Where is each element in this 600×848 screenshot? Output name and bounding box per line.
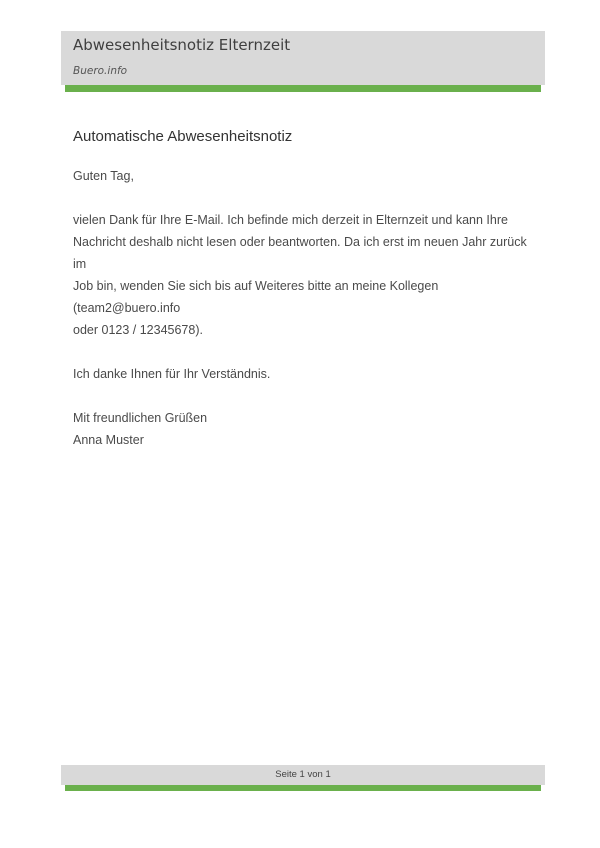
page-footer [61, 765, 545, 785]
header-subtitle: Buero.info [73, 65, 128, 77]
header-accent-bar [65, 85, 541, 92]
body-paragraph [73, 209, 533, 341]
page-number-label: Seite 1 von 1 [275, 769, 331, 780]
body-line: vielen Dank für Ihre E-Mail. Ich befinde mich derzeit in Elternzeit und kann Ihre [73, 213, 508, 227]
document-body [73, 128, 533, 451]
page-header [61, 31, 545, 85]
body-line: Job bin, wenden Sie sich bis auf Weiteres bitte an meine Kollegen (team2@buero.info [73, 279, 439, 315]
footer-accent-bar [65, 785, 541, 791]
document-heading: Automatische Abwesenheitsnotiz [73, 128, 293, 145]
greeting-text: Guten Tag, [73, 169, 134, 183]
closing-text: Mit freundlichen Grüßen [73, 411, 208, 425]
thanks-text: Ich danke Ihnen für Ihr Verständnis. [73, 367, 271, 381]
header-title: Abwesenheitsnotiz Elternzeit [73, 36, 291, 54]
signature-text: Anna Muster [73, 433, 144, 447]
body-line: oder 0123 / 12345678). [73, 323, 203, 337]
body-line: Nachricht deshalb nicht lesen oder beantworten. Da ich erst im neuen Jahr zurück im [73, 235, 527, 271]
